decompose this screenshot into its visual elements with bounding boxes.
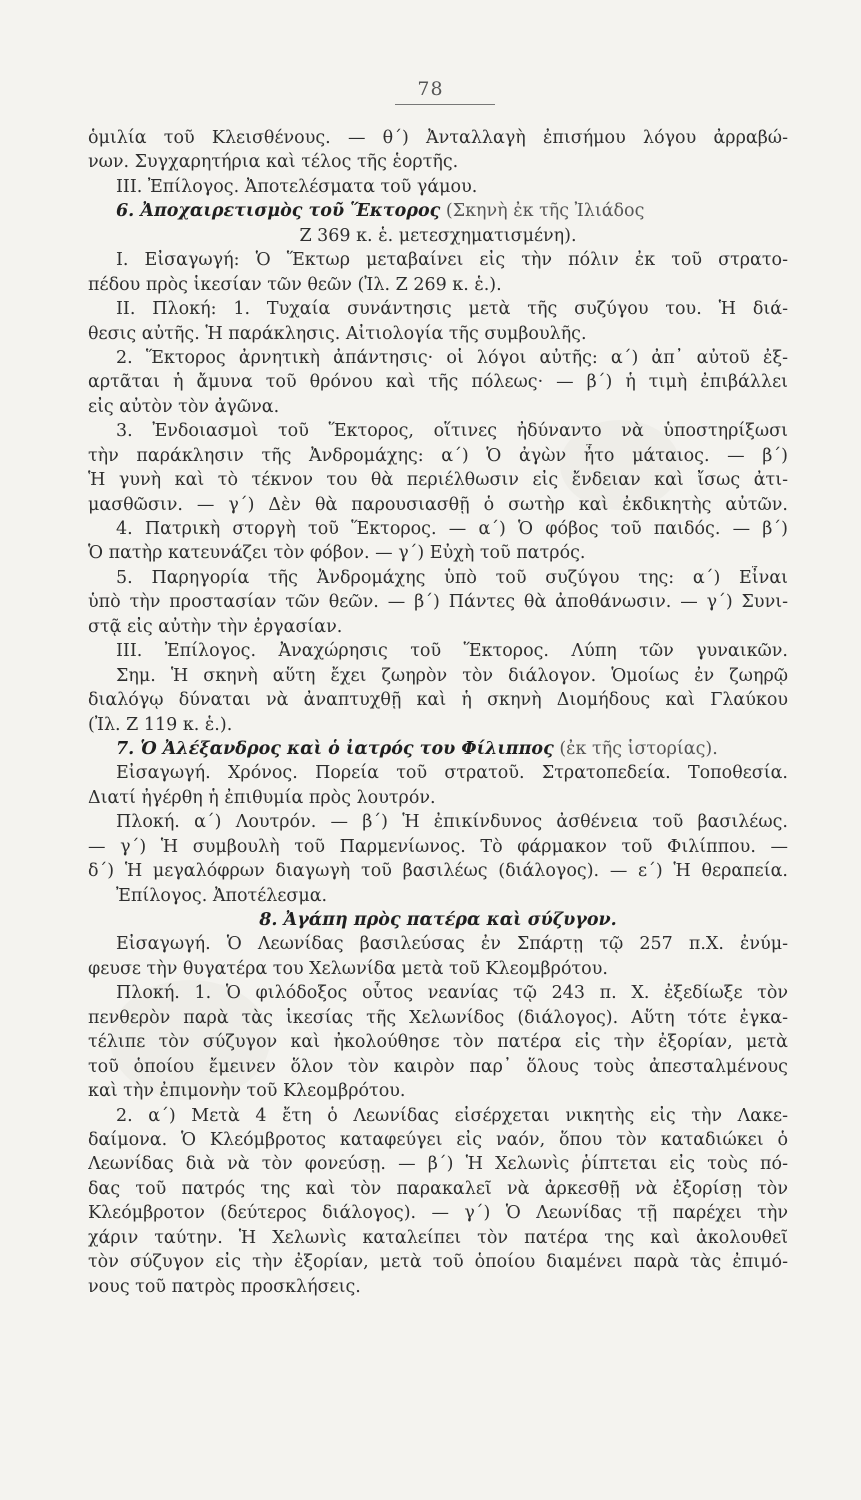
- line-text: II. Πλοκή: 1. Τυχαία συνάντησις μετὰ τῆς συζύγου του. Ἡ διά-: [116, 299, 788, 320]
- line-text: Λεωνίδας διὰ νὰ τὸν φονεύσῃ. — β΄) Ἡ Χελωνὶς ῥίπτεται εἰς τοὺς πό-: [88, 1154, 788, 1175]
- text-line: [88, 150, 788, 174]
- line-text: πέδου πρὸς ἱκεσίαν τῶν θεῶν (Ἰλ. Ζ 269 κ. ἑ.).: [88, 274, 502, 295]
- text-line: [88, 1201, 788, 1225]
- line-text: 5. Παρηγορία τῆς Ἀνδρομάχης ὑπὸ τοῦ συζύγου της: α΄) Εἶναι: [116, 567, 788, 588]
- line-text: Κλεόμβροτον (δεύτερος διάλογος). — γ΄) Ὁ Λεωνίδας τῇ παρέχει τὴν: [88, 1203, 788, 1224]
- text-line: [88, 1250, 788, 1274]
- text-line: [88, 859, 788, 883]
- line-text: ὁμιλία τοῦ Κλεισθένους. — θ΄) Ἀνταλλαγὴ ἐπισήμου λόγου ἀρραβώ-: [88, 128, 788, 148]
- line-text: ὑπὸ τὴν προστασίαν τῶν θεῶν. — β΄) Πάντες θὰ ἀποθάνωσιν. — γ΄) Συνι-: [88, 592, 788, 613]
- line-text: καὶ τὴν ἐπιμονὴν τοῦ Κλεομβρότου.: [88, 1081, 406, 1102]
- body-text: [88, 126, 788, 1299]
- line-text: Πλοκή. α΄) Λουτρόν. — β΄) Ἡ ἐπικίνδυνος ἀσθένεια τοῦ βασιλέως.: [116, 812, 788, 833]
- text-line: [88, 126, 788, 150]
- line-text: 4. Πατρικὴ στοργὴ τοῦ Ἕκτορος. — α΄) Ὁ φόβος τοῦ παιδός. — β΄): [116, 519, 788, 539]
- line-text: δαίμονα. Ὁ Κλεόμβροτος καταφεύγει εἰς ναόν, ὅπου τὸν καταδιώκει ὁ: [88, 1129, 788, 1150]
- text-line: [88, 810, 788, 834]
- section-heading: 8. Ἀγάπη πρὸς πατέρα καὶ σύζυγον.: [259, 910, 617, 930]
- line-text: Ὁ πατὴρ κατευνάζει τὸν φόβον. — γ΄) Εὐχὴ τοῦ πατρός.: [88, 543, 586, 564]
- text-line: [88, 468, 788, 492]
- text-line: [88, 1177, 788, 1201]
- line-text: Ἡ γυνὴ καὶ τὸ τέκνον του θὰ περιέλθωσιν εἰς ἔνδειαν καὶ ἴσως ἀτι-: [88, 470, 788, 491]
- text-line: [88, 981, 788, 1005]
- line-text: χάριν ταύτην. Ἡ Χελωνὶς καταλείπει τὸν πατέρα της καὶ ἀκολουθεῖ: [88, 1227, 788, 1248]
- header-rule: [395, 104, 495, 105]
- text-line: [88, 1030, 788, 1054]
- text-line: [88, 541, 788, 565]
- line-text: αρτᾶται ἡ ἄμυνα τοῦ θρόνου καὶ τῆς πόλεως· — β΄) ἡ τιμὴ ἐπιβάλλει: [88, 372, 788, 393]
- text-line: [88, 1275, 788, 1299]
- text-line: [88, 835, 788, 859]
- line-text: εἰς αὐτὸν τὸν ἀγῶνα.: [88, 396, 280, 417]
- line-text: Ἐπίλογος. Ἀποτέλεσμα.: [116, 885, 328, 906]
- text-line: [88, 590, 788, 614]
- line-text: Εἰσαγωγή. Χρόνος. Πορεία τοῦ στρατοῦ. Στρατοπεδεία. Τοποθεσία.: [116, 763, 788, 784]
- line-text: (Σκηνὴ ἐκ τῆς Ἰλιάδος: [440, 201, 645, 222]
- text-line: [88, 346, 788, 370]
- line-text: μασθῶσιν. — γ΄) Δὲν θὰ παρουσιασθῇ ὁ σωτὴρ καὶ ἐκδικητὴς αὐτῶν.: [88, 494, 788, 515]
- line-text: Ζ 369 κ. ἑ. μετεσχηματισμένη).: [299, 225, 577, 246]
- text-line: [88, 370, 788, 394]
- text-line: [88, 761, 788, 785]
- line-text: Εἰσαγωγή. Ὁ Λεωνίδας βασιλεύσας ἐν Σπάρτῃ τῷ 257 π.Χ. ἐνύμ-: [116, 934, 788, 955]
- line-text: θεσις αὐτῆς. Ἡ παράκλησις. Αἰτιολογία τῆς συμβουλῆς.: [88, 323, 587, 344]
- line-text: 2. α΄) Μετὰ 4 ἔτη ὁ Λεωνίδας εἰσέρχεται νικητὴς εἰς τὴν Λακε-: [116, 1105, 788, 1126]
- text-line: [88, 322, 788, 346]
- text-line: [88, 1128, 788, 1152]
- section-heading-line: [88, 199, 788, 223]
- text-line: [88, 713, 788, 737]
- text-line: [88, 1079, 788, 1103]
- text-line: [88, 248, 788, 272]
- text-line: [88, 273, 788, 297]
- text-line: [88, 297, 788, 321]
- line-text: διαλόγῳ δύναται νὰ ἀναπτυχθῇ καὶ ἡ σκηνὴ Διομήδους καὶ Γλαύκου: [88, 690, 788, 711]
- text-line: [88, 1055, 788, 1079]
- line-text: III. Ἐπίλογος. Ἀποτελέσματα τοῦ γάμου.: [116, 176, 478, 197]
- text-line: [88, 224, 788, 248]
- line-text: (Ἰλ. Ζ 119 κ. ἑ.).: [88, 714, 233, 735]
- section-heading: 7. Ὁ Ἀλέξανδρος καὶ ὁ ἰατρός του Φίλιππος: [116, 738, 554, 759]
- text-line: [88, 957, 788, 981]
- line-text: 2. Ἕκτορος ἀρνητικὴ ἀπάντησις· οἱ λόγοι αὐτῆς: α΄) ἀπ᾿ αὐτοῦ ἐξ-: [116, 347, 788, 368]
- page-number: 78: [417, 78, 444, 100]
- line-text: πενθερὸν παρὰ τὰς ἱκεσίας τῆς Χελωνίδος (διάλογος). Αὕτη τότε ἐγκα-: [88, 1007, 788, 1028]
- text-line: [88, 639, 788, 663]
- line-text: I. Εἰσαγωγή: Ὁ Ἕκτωρ μεταβαίνει εἰς τὴν πόλιν ἐκ τοῦ στρατο-: [116, 250, 788, 271]
- text-line: [88, 1104, 788, 1128]
- text-line: [88, 786, 788, 810]
- line-text: 3. Ἐνδοιασμοὶ τοῦ Ἕκτορος, οἵτινες ἠδύναντο νὰ ὑποστηρίξωσι: [116, 421, 788, 442]
- line-text: φευσε τὴν θυγατέρα του Χελωνίδα μετὰ τοῦ Κλεομβρότου.: [88, 958, 608, 979]
- text-line: [88, 566, 788, 590]
- text-line: [88, 884, 788, 908]
- line-text: (ἐκ τῆς ἱστορίας).: [553, 738, 718, 759]
- section-heading: 6. Ἀποχαιρετισμὸς τοῦ Ἕκτορος: [116, 201, 441, 222]
- line-text: Σημ. Ἡ σκηνὴ αὕτη ἔχει ζωηρὸν τὸν διάλογον. Ὁμοίως ἐν ζωηρῷ: [116, 665, 788, 686]
- line-text: III. Ἐπίλογος. Ἀναχώρησις τοῦ Ἕκτορος. Λύπη τῶν γυναικῶν.: [116, 641, 788, 662]
- text-line: [88, 175, 788, 199]
- text-line: [88, 419, 788, 443]
- line-text: δ΄) Ἡ μεγαλόφρων διαγωγὴ τοῦ βασιλέως (διάλογος). — ε΄) Ἡ θεραπεία.: [88, 861, 788, 882]
- line-text: Πλοκή. 1. Ὁ φιλόδοξος οὗτος νεανίας τῷ 243 π. Χ. ἐξεδίωξε τὸν: [116, 983, 788, 1004]
- text-line: [88, 932, 788, 956]
- line-text: δας τοῦ πατρός της καὶ τὸν παρακαλεῖ νὰ ἀρκεσθῇ νὰ ἐξορίσῃ τὸν: [88, 1178, 788, 1199]
- text-line: [88, 615, 788, 639]
- line-text: τοῦ ὁποίου ἔμεινεν ὅλον τὸν καιρὸν παρ᾿ ὅλους τοὺς ἀπεσταλμένους: [88, 1056, 788, 1077]
- line-text: νους τοῦ πατρὸς προσκλήσεις.: [88, 1276, 361, 1297]
- text-line: [88, 444, 788, 468]
- text-line: [88, 664, 788, 688]
- text-line: [88, 1152, 788, 1176]
- text-line: [88, 517, 788, 541]
- line-text: — γ΄) Ἡ συμβουλὴ τοῦ Παρμενίωνος. Τὸ φάρμακον τοῦ Φιλίππου. —: [88, 836, 788, 857]
- text-line: [88, 1006, 788, 1030]
- line-text: τὸν σύζυγον εἰς τὴν ἐξορίαν, μετὰ τοῦ ὁποίου διαμένει παρὰ τὰς ἐπιμό-: [88, 1252, 788, 1273]
- text-line: [88, 1226, 788, 1250]
- line-text: τὴν παράκλησιν τῆς Ἀνδρομάχης: α΄) Ὁ ἀγὼν ἦτο μάταιος. — β΄): [88, 445, 788, 466]
- line-text: Διατί ἠγέρθη ἡ ἐπιθυμία πρὸς λουτρόν.: [88, 787, 436, 808]
- line-text: νων. Συγχαρητήρια καὶ τέλος τῆς ἑορτῆς.: [88, 152, 459, 173]
- section-heading-line: [88, 737, 788, 761]
- line-text: στᾷ εἰς αὐτὴν τὴν ἐργασίαν.: [88, 616, 343, 637]
- section-heading-line: [88, 908, 788, 932]
- text-line: [88, 688, 788, 712]
- text-line: [88, 395, 788, 419]
- line-text: τέλιπε τὸν σύζυγον καὶ ἠκολούθησε τὸν πατέρα εἰς τὴν ἐξορίαν, μετὰ: [88, 1032, 788, 1053]
- text-line: [88, 493, 788, 517]
